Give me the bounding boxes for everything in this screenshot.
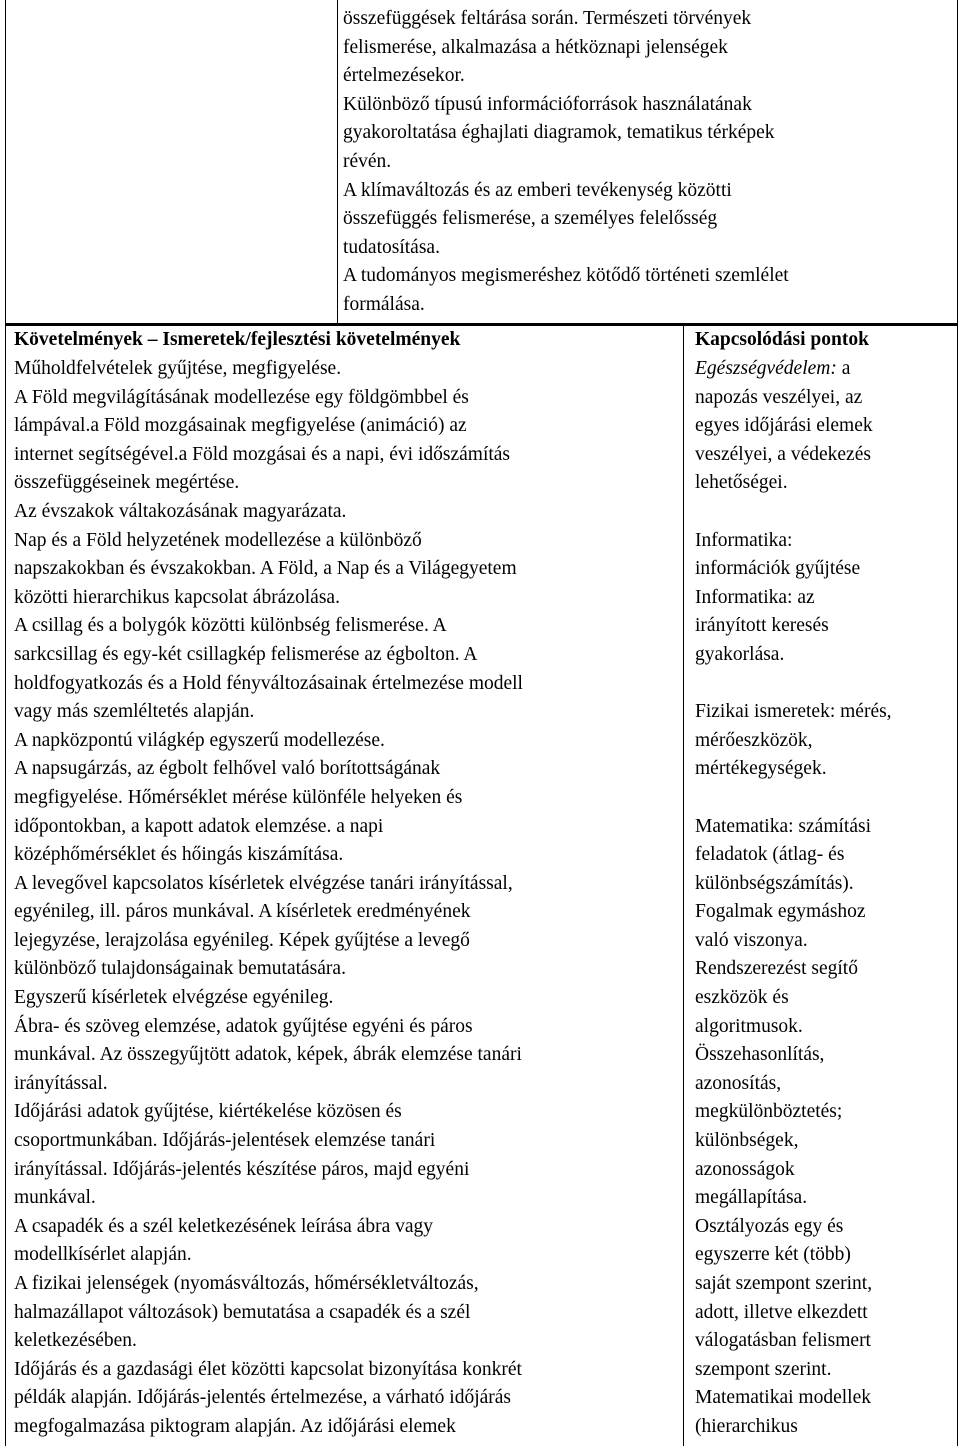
informatics-text-line: Informatika:	[695, 529, 793, 551]
requirement-text-line: Műholdfelvételek gyűjtése, megfigyelése.	[14, 358, 342, 379]
health-text-line: veszélyei, a védekezés	[695, 443, 871, 465]
requirement-text-line: A Föld megvilágításának modellezése egy földgömbbel és	[14, 386, 469, 408]
goals-text-line: A tudományos megismeréshez kötődő történeti szemlélet	[343, 265, 789, 287]
spacer	[695, 498, 955, 527]
requirement-text-line: A fizikai jelenségek (nyomásváltozás, hőmérsékletváltozás,	[14, 1273, 479, 1294]
requirement-text-line: Az évszakok váltakozásának magyarázata.	[14, 500, 347, 522]
connections-header-label: Kapcsolódási pontok	[695, 329, 869, 350]
math-text-line: válogatásban felismert	[695, 1330, 871, 1352]
requirement-text-line: munkával.	[14, 1187, 96, 1209]
connections-cell	[695, 355, 955, 1442]
physics-text-line: mértékegységek.	[695, 758, 827, 780]
requirement-text-line: összefüggéseinek megértése.	[14, 472, 240, 494]
informatics-text-line: Informatika: az	[695, 586, 815, 608]
requirement-text-line: megfigyelése. Hőmérséklet mérése különféle helyeken és	[14, 786, 463, 808]
health-text-line: egyes időjárási elemek	[695, 415, 873, 437]
requirement-text-line: holdfogyatkozás és a Hold fényváltozásainak értelmezése modell	[14, 672, 523, 694]
health-text-line: lehetőségei.	[695, 472, 788, 494]
requirement-text-line: közötti hierarchikus kapcsolat ábrázolása.	[14, 586, 340, 608]
informatics-text-line: gyakorlása.	[695, 643, 785, 665]
requirement-text-line: Egyszerű kísérletek elvégzése egyénileg.	[14, 987, 334, 1009]
physics-text-line: mérőeszközök,	[695, 729, 813, 751]
requirement-text-line: egyénileg, ill. páros munkával. A kísérletek eredményének	[14, 901, 471, 923]
informatics-connection	[695, 527, 955, 670]
goals-text-line: összefüggés felismerése, a személyes felelősség	[343, 208, 718, 230]
math-text-line: Rendszerezést segítő	[695, 958, 858, 980]
requirement-text-line: időpontokban, a kapott adatok elemzése. a napi	[14, 815, 384, 837]
math-text-line: különbségszámítás).	[695, 872, 854, 894]
goals-text-line: gyakoroltatása éghajlati diagramok, tematikus térképek	[343, 122, 775, 144]
requirement-text-line: Időjárási adatok gyűjtése, kiértékelése közösen és	[14, 1101, 402, 1123]
math-text-line: Matematikai modellek	[695, 1387, 871, 1409]
math-text-line: megkülönböztetés;	[695, 1101, 843, 1123]
requirement-text-line: lejegyzése, lerajzolása egyénileg. Képek gyűjtése a levegő	[14, 929, 470, 951]
requirement-text-line: munkával. Az összegyűjtött adatok, képek, ábrák elemzése tanári	[14, 1044, 522, 1066]
requirement-text-line: Nap és a Föld helyzetének modellezése a különböző	[14, 529, 422, 551]
goals-text-line: révén.	[343, 150, 392, 172]
requirement-text-line: lámpával.a Föld mozgásainak megfigyelése (animáció) az	[14, 415, 467, 437]
math-text-line: megállapítása.	[695, 1187, 808, 1209]
requirement-text-line: A csapadék és a szél keletkezésének leírása ábra vagy	[14, 1215, 434, 1237]
goals-text-line: A klímaváltozás és az emberi tevékenység közötti	[343, 179, 732, 201]
requirement-text-line: modellkísérlet alapján.	[14, 1244, 192, 1266]
math-text-line: saját szempont szerint,	[695, 1273, 873, 1294]
goals-text-line: formálása.	[343, 293, 425, 315]
goals-cell	[343, 5, 951, 320]
health-text-line: napozás veszélyei, az	[695, 386, 863, 408]
requirement-text-line: vagy más szemléltetés alapján.	[14, 701, 255, 723]
informatics-text-line: irányított keresés	[695, 615, 829, 637]
math-text-line: azonosságok	[695, 1158, 795, 1180]
requirement-text-line: irányítással.	[14, 1072, 108, 1094]
health-connection	[695, 384, 955, 498]
math-text-line: Matematika: számítási	[695, 815, 871, 837]
requirement-text-line: A levegővel kapcsolatos kísérletek elvégzése tanári irányítással,	[14, 872, 513, 894]
requirement-text-line: Ábra- és szöveg elemzése, adatok gyűjtése egyéni és páros	[14, 1015, 473, 1037]
math-text-line: Összehasonlítás,	[695, 1044, 825, 1066]
requirement-text-line: A csillag és a bolygók közötti különbség felismerése. A	[14, 615, 447, 637]
math-text-line: azonosítás,	[695, 1072, 782, 1094]
math-text-line: Osztályozás egy és	[695, 1215, 844, 1237]
requirement-text-line: Időjárás és a gazdasági élet közötti kapcsolat bizonyítása konkrét	[14, 1358, 522, 1380]
goals-text-line: tudatosítása.	[343, 236, 440, 258]
math-text-line: Fogalmak egymáshoz	[695, 901, 866, 923]
requirement-text-line: irányítással. Időjárás-jelentés készítése páros, majd egyéni	[14, 1158, 470, 1180]
math-text-line: egyszerre két (több)	[695, 1244, 851, 1266]
goals-text-line: összefüggések feltárása során. Természeti törvények	[343, 8, 752, 29]
goals-text-line: értelmezésekor.	[343, 65, 465, 87]
requirement-text-line: A napközpontú világkép egyszerű modellezése.	[14, 729, 385, 751]
requirement-text-line: keletkezésében.	[14, 1330, 137, 1352]
table-right-border	[957, 0, 958, 1446]
requirement-text-line: halmazállapot változások) bemutatása a csapadék és a szél	[14, 1301, 471, 1323]
requirement-text-line: példák alapján. Időjárás-jelentés értelmezése, a várható időjárás	[14, 1387, 512, 1409]
math-text-line: különbségek,	[695, 1130, 799, 1152]
math-text-line: (hierarchikus	[695, 1415, 798, 1437]
requirement-text-line: középhőmérséklet és hőingás kiszámítása.	[14, 844, 344, 866]
math-text-line: adott, illetve elkezdett	[695, 1301, 868, 1323]
goals-text-line: Különböző típusú információforrások használatának	[343, 93, 752, 115]
goals-text-line: felismerése, alkalmazása a hétköznapi jelenségek	[343, 36, 728, 58]
math-text-line: feladatok (átlag- és	[695, 844, 845, 866]
math-text-line: szempont szerint.	[695, 1358, 832, 1380]
requirements-header	[14, 326, 679, 355]
math-text-line: algoritmusok.	[695, 1015, 803, 1037]
physics-text-line: Fizikai ismeretek: mérés,	[695, 701, 892, 723]
physics-connection	[695, 698, 955, 784]
requirements-header-label: Követelmények – Ismeretek/fejlesztési követelmények	[14, 329, 461, 350]
informatics-text-line: információk gyűjtése	[695, 558, 861, 580]
health-connection-line	[695, 355, 955, 384]
requirement-text-line: napszakokban és évszakokban. A Föld, a Nap és a Világegyetem	[14, 558, 517, 580]
health-label-tail: a	[836, 358, 851, 379]
spacer	[695, 784, 955, 813]
top-row-divider	[337, 0, 338, 324]
math-text-line: eszközök és	[695, 987, 789, 1009]
requirement-text-line: megfogalmazása piktogram alapján. Az időjárási elemek	[14, 1415, 456, 1437]
connections-header	[695, 326, 953, 355]
requirement-text-line: sarkcsillag és egy-két csillagkép felismerése az égbolton. A	[14, 643, 478, 665]
column-divider	[683, 326, 684, 1446]
requirement-text-line: internet segítségével.a Föld mozgásai és a napi, évi időszámítás	[14, 443, 511, 465]
table-left-border	[5, 0, 6, 1446]
spacer	[695, 670, 955, 699]
requirements-cell	[14, 355, 682, 1442]
math-connection	[695, 813, 955, 1442]
requirement-text-line: csoportmunkában. Időjárás-jelentések elemzése tanári	[14, 1130, 436, 1152]
math-text-line: való viszonya.	[695, 929, 808, 951]
health-label: Egészségvédelem:	[695, 358, 837, 379]
requirement-text-line: különböző tulajdonságainak bemutatására.	[14, 958, 346, 980]
requirement-text-line: A napsugárzás, az égbolt felhővel való borítottságának	[14, 758, 441, 780]
